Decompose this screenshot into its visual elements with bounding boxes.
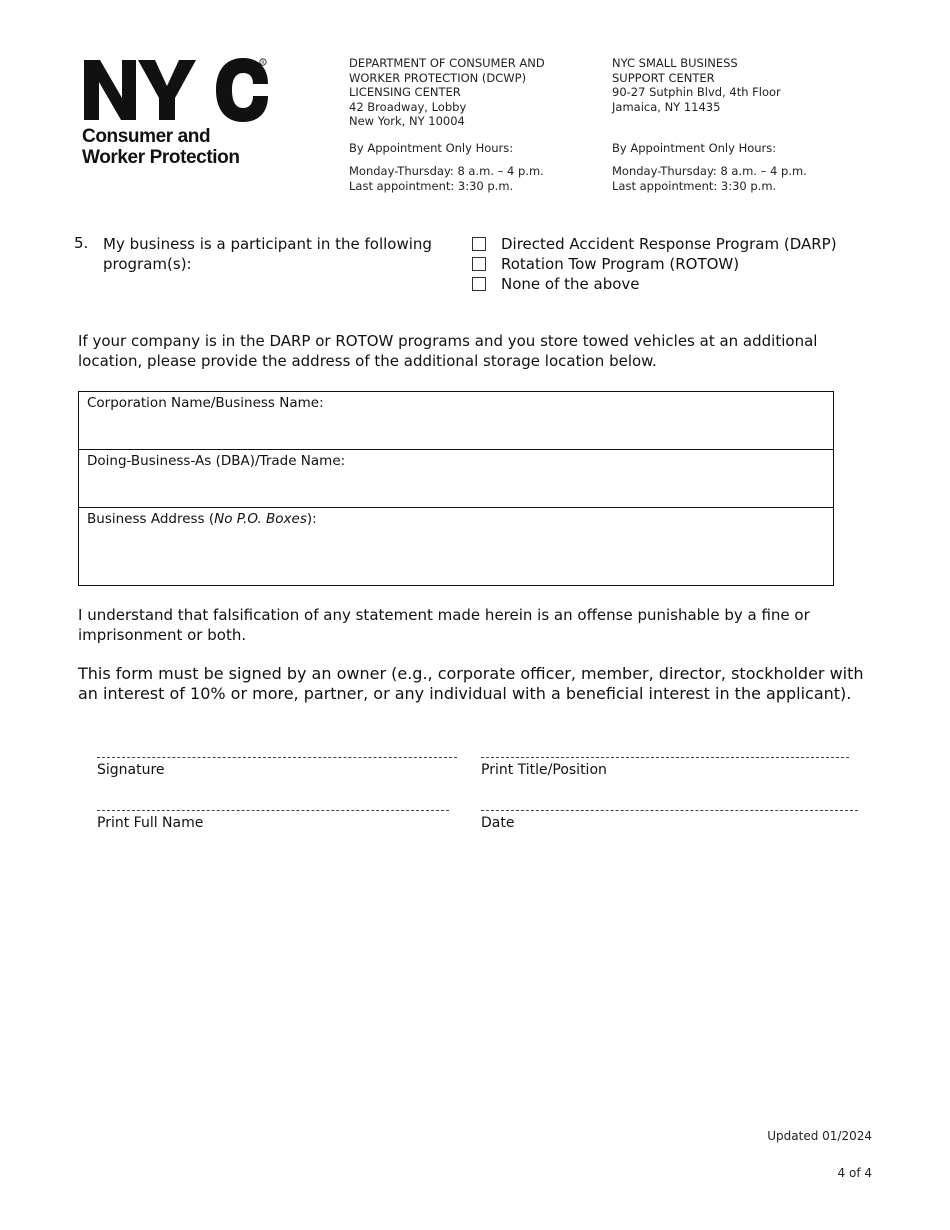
question-number: 5. xyxy=(74,234,89,252)
option-none[interactable] xyxy=(472,274,837,294)
dba-name-field[interactable] xyxy=(79,450,833,508)
date-label: Date xyxy=(481,815,515,831)
date-field[interactable] xyxy=(481,810,858,831)
dcwp-line2: WORKER PROTECTION (DCWP) xyxy=(349,70,527,85)
dcwp-hours-last: Last appointment: 3:30 p.m. xyxy=(349,178,514,193)
dcwp-hours-title: By Appointment Only Hours: xyxy=(349,140,514,155)
rotow-checkbox[interactable] xyxy=(472,257,486,271)
full-name-label: Print Full Name xyxy=(97,815,204,831)
page-number: 4 of 4 xyxy=(837,1166,872,1180)
signature-field[interactable] xyxy=(97,757,457,778)
svg-text:R: R xyxy=(261,61,265,66)
storage-location-table xyxy=(78,391,834,586)
dcwp-line3: LICENSING CENTER xyxy=(349,85,461,99)
owner-signature-notice: This form must be signed by an owner (e.g., corporate officer, member, director, stockholder with an interest of 10% or more, partner, or any individual with a beneficial interest in the applicant). xyxy=(78,664,864,703)
dcwp-line1: DEPARTMENT OF CONSUMER AND xyxy=(349,56,545,70)
sbs-line4: Jamaica, NY 11435 xyxy=(612,99,721,114)
logo-subtitle-line2: Worker Protection xyxy=(82,147,240,168)
question-text: My business is a participant in the following program(s): xyxy=(103,235,432,273)
title-position-field[interactable] xyxy=(481,757,849,778)
agency-logo-text xyxy=(82,126,240,168)
sbs-address-block xyxy=(612,56,807,193)
title-position-label: Print Title/Position xyxy=(481,762,607,778)
program-options xyxy=(472,234,837,294)
sbs-hours-title: By Appointment Only Hours: xyxy=(612,140,777,155)
logo-subtitle-line1: Consumer and xyxy=(82,126,211,147)
darp-label: Directed Accident Response Program (DARP) xyxy=(501,235,837,253)
business-address-field[interactable] xyxy=(79,508,833,585)
full-name-field[interactable] xyxy=(97,810,449,831)
sbs-line2: SUPPORT CENTER xyxy=(612,70,715,85)
corp-name-field[interactable] xyxy=(79,392,833,450)
none-checkbox[interactable] xyxy=(472,277,486,291)
sbs-hours-days: Monday-Thursday: 8 a.m. – 4 p.m. xyxy=(612,164,807,178)
dcwp-address-block xyxy=(349,56,545,193)
sbs-hours-last: Last appointment: 3:30 p.m. xyxy=(612,178,777,193)
rotow-label: Rotation Tow Program (ROTOW) xyxy=(501,255,740,273)
updated-date: Updated 01/2024 xyxy=(767,1129,872,1143)
address-note: No P.O. Boxes xyxy=(214,511,307,527)
none-label: None of the above xyxy=(501,275,640,293)
nyc-logo-icon xyxy=(82,46,272,126)
storage-intro: If your company is in the DARP or ROTOW programs and you store towed vehicles at an additional location, please provide the address of the additional storage location below. xyxy=(78,332,818,370)
signature-label: Signature xyxy=(97,762,165,778)
dcwp-hours-days: Monday-Thursday: 8 a.m. – 4 p.m. xyxy=(349,164,544,178)
address-label-close: ): xyxy=(306,511,317,527)
darp-checkbox[interactable] xyxy=(472,237,486,251)
sbs-line1: NYC SMALL BUSINESS xyxy=(612,56,738,70)
dcwp-line4: 42 Broadway, Lobby xyxy=(349,99,467,114)
falsification-statement: I understand that falsification of any statement made herein is an offense punishable by a fine or imprisonment or both. xyxy=(78,606,810,644)
dba-name-label: Doing-Business-As (DBA)/Trade Name: xyxy=(87,453,346,469)
dcwp-line5: New York, NY 10004 xyxy=(349,114,465,128)
option-darp[interactable] xyxy=(472,234,837,254)
corp-name-label: Corporation Name/Business Name: xyxy=(87,395,324,411)
address-label: Business Address ( xyxy=(87,511,215,527)
option-rotow[interactable] xyxy=(472,254,837,274)
sbs-line3: 90-27 Sutphin Blvd, 4th Floor xyxy=(612,85,781,99)
